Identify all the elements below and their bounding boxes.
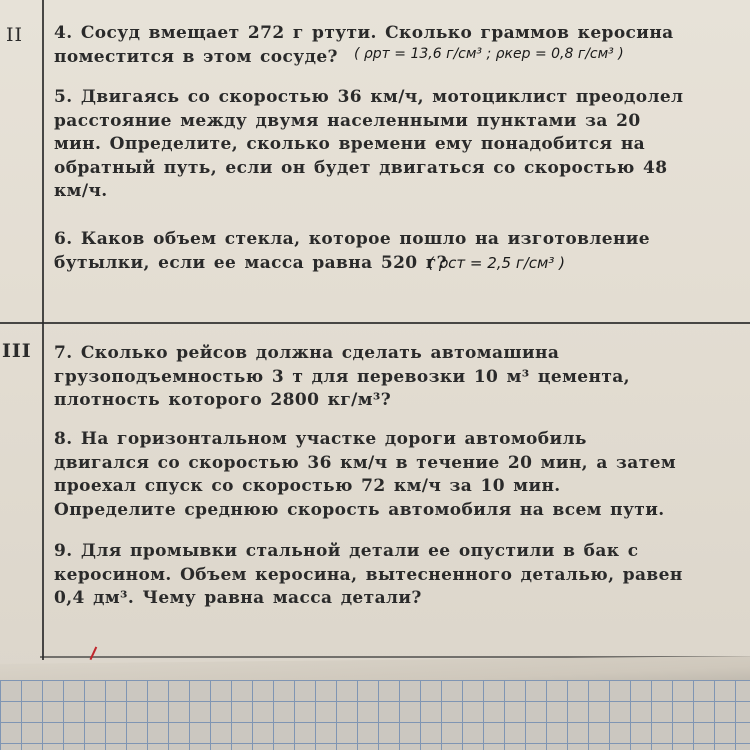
task-7: 7. Сколько рейсов должна сделать автомашина грузоподъемностью 3 т для перевозки 10 м³ цемента, плотность которого 2800 кг/м³? (54, 343, 630, 410)
red-pen-mark (90, 647, 105, 664)
task-4: 4. Сосуд вмещает 272 г ртути. Сколько граммов керосина поместится в этом сосуде? (54, 23, 674, 67)
task-6: 6. Каков объем стекла, которое пошло на изготовление бутылки, если ее масса равна 520 г? (54, 229, 651, 273)
handwritten-density-note-6: ( ρст = 2,5 г/см³ ) (428, 254, 565, 272)
level-label-three: III (2, 340, 32, 362)
handwritten-density-note-4: ( ρрт = 13,6 г/см³ ; ρкер = 0,8 г/см³ ) (354, 46, 624, 62)
margin-line (42, 0, 44, 660)
task-9: 9. Для промывки стальной детали ее опустили в бак с керосином. Объем керосина, вытесненного деталью, равен 0,4 дм³. Чему равна масса детали? (54, 541, 683, 608)
level-label-two: II (6, 24, 24, 46)
section-divider (0, 322, 750, 324)
task-8: 8. На горизонтальном участке дороги автомобиль двигался со скоростью 36 км/ч в течение 20 мин, а затем проехал спуск со скоростью 72 км/ч за 10 мин. Определите среднюю скорость автомобиля на всем пути. (54, 429, 677, 520)
task-5: 5. Двигаясь со скоростью 36 км/ч, мотоциклист преодолел расстояние между двумя населенными пунктами за 20 мин. Определите, сколько времени ему понадобится на обратный путь, если он будет двигаться со скоростью 48 км/ч. (54, 87, 684, 201)
grid-paper-background (0, 680, 750, 750)
